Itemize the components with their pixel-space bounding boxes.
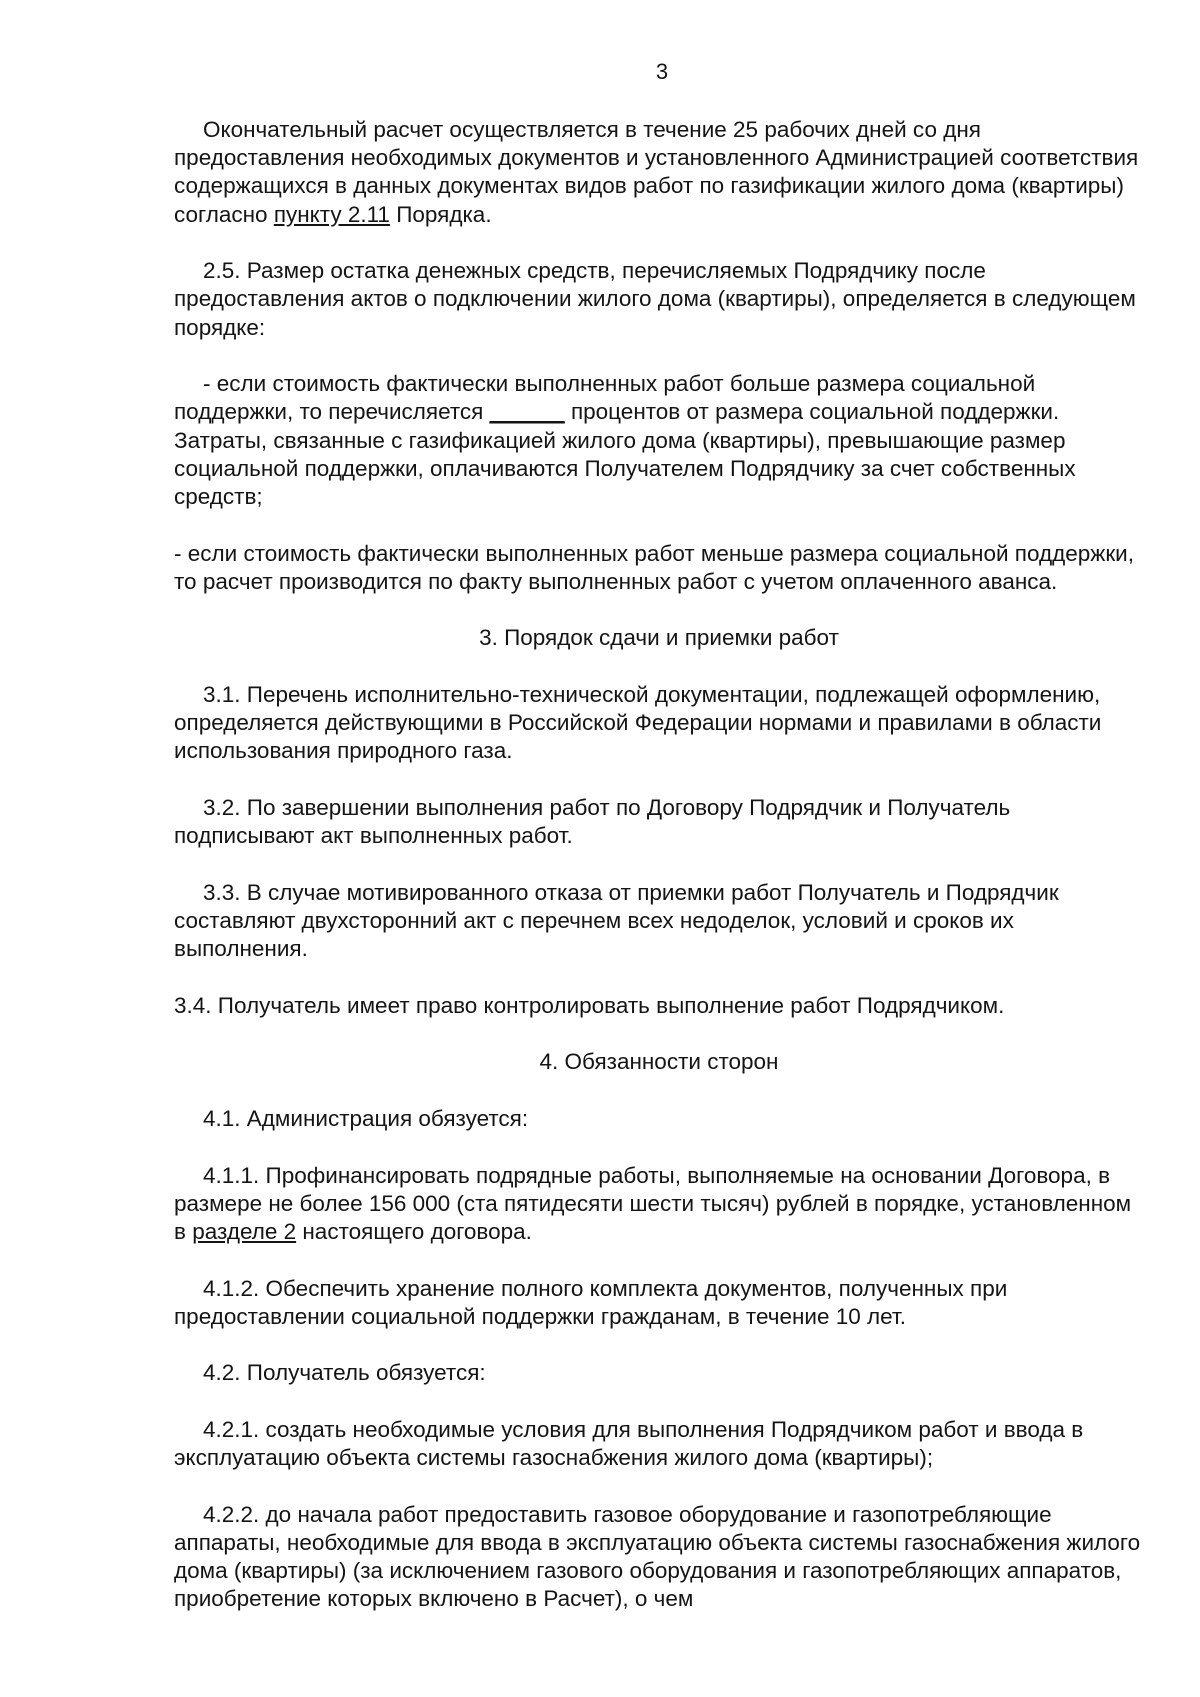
paragraph-cost-less: - если стоимость фактически выполненных работ меньше размера социальной поддержки, то расчет производится по факту выполненных работ с учетом оплаченного аванса. (174, 540, 1134, 594)
paragraph-3-4: 3.4. Получатель имеет право контролировать выполнение работ Подрядчиком. (174, 992, 1005, 1018)
paragraph-3-2: 3.2. По завершении выполнения работ по Договору Подрядчик и Получатель подписывают акт выполненных работ. (174, 795, 1011, 849)
paragraph-4-1: 4.1. Администрация обязуется: (203, 1105, 529, 1131)
section-heading-4: 4. Обязанности сторон (539, 1049, 779, 1075)
paragraph-text: - если стоимость фактически выполненных работ больше размера социальной поддержки, то перечисляется (174, 371, 1036, 425)
reference-link-clause-2-11[interactable]: пункту 2.11 (273, 201, 390, 227)
paragraph-4-1-1 (174, 1162, 1144, 1247)
paragraph-4-1-2: 4.1.2. Обеспечить хранение полного комплекта документов, полученных при предоставлении социальной поддержки гражданам, в течение 10 лет. (174, 1275, 1008, 1329)
paragraph-text: процентов от размера социальной поддержки. Затраты, связанные с газификацией жилого дома (квартиры), превышающие размер социальной поддержки, оплачиваются Получателем Подрядчику за счет собственных средств; (174, 399, 1076, 510)
paragraph-4-2-1: 4.2.1. создать необходимые условия для выполнения Подрядчиком работ и ввода в эксплуатацию объекта системы газоснабжения жилого дома (квартиры); (174, 1416, 1084, 1471)
paragraph-4-2: 4.2. Получатель обязуется: (203, 1360, 486, 1386)
document-body (174, 116, 1144, 1642)
paragraph-4-2-2: 4.2.2. до начала работ предоставить газовое оборудование и газопотребляющие аппараты, необходимые для ввода в эксплуатацию объекта системы газоснабжения жилого дома (квартиры) (за исключением газового оборудования и газопотребляющих аппаратов, приобретение которых включено в Расчет), о чем (174, 1501, 1141, 1612)
section-heading-3: 3. Порядок сдачи и приемки работ (479, 625, 839, 651)
paragraph-cost-greater (174, 370, 1144, 511)
percent-blank-field: ______ (489, 399, 565, 425)
paragraph-text: Порядка. (389, 201, 492, 227)
paragraph-2-5: 2.5. Размер остатка денежных средств, перечисляемых Подрядчику после предоставления актов о подключении жилого дома (квартиры), определяется в следующем порядке: (174, 258, 1136, 340)
paragraph-3-1: 3.1. Перечень исполнительно-технической документации, подлежащей оформлению, определяется действующими в Российской Федерации нормами и правилами в области использования природного газа. (174, 682, 1102, 764)
paragraph-text: Окончательный расчет осуществляется в течение 25 рабочих дней со дня предоставления необходимых документов и установленного Администрацией соответствия содержащихся в данных документах видов работ по газификации жилого дома (квартиры) согласно (174, 117, 1139, 227)
paragraph-text: настоящего договора. (296, 1218, 532, 1244)
page-number: 3 (655, 59, 669, 84)
reference-link-section-2[interactable]: разделе 2 (192, 1218, 297, 1244)
paragraph-final-settlement (174, 116, 1144, 229)
paragraph-3-3: 3.3. В случае мотивированного отказа от приемки работ Получатель и Подрядчик составляют двухсторонний акт с перечнем всех недоделок, условий и сроков их выполнения. (174, 879, 1059, 962)
paragraph-text: 4.1.1. Профинансировать подрядные работы, выполняемые на основании Договора, в размере не более 156 000 (ста пятидесяти шести тысяч) рублей в порядке, установленном в (174, 1162, 1132, 1244)
